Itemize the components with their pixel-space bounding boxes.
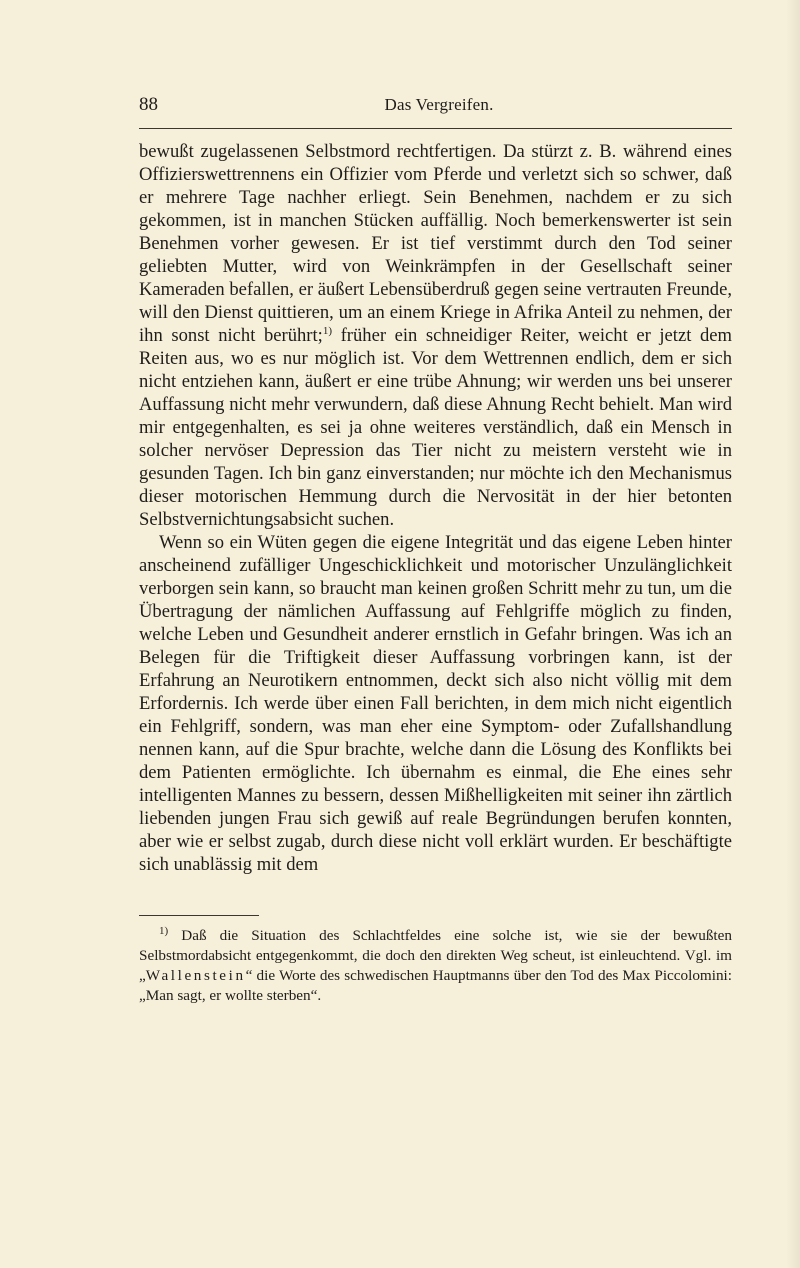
page-header bbox=[139, 94, 739, 124]
paragraph-1-tail: früher ein schneidiger Reiter, weicht er jetzt dem Reiten aus, wo es nur möglich ist. Vor dem Wettrennen endlich, dem er sich nicht entziehen kann, äußert er eine trübe Ahnung; wir werden uns bei unserer Auffassung nicht mehr verwundern, daß diese Ahnung Recht behielt. Man wird mir entgegenhalten, es sei ja ohne weiteres verständlich, daß ein Mensch in solcher nervöser Depression das Tier nicht zu meistern versteht wie in gesunden Tagen. Ich bin ganz einverstanden; nur möchte ich den Mechanismus dieser motorischen Hemmung durch die Nervosität in der hier betonten Selbstvernichtungsabsicht suchen. bbox=[139, 325, 732, 530]
paragraph-2: Wenn so ein Wüten gegen die eigene Integrität und das eigene Leben hinter anscheinend zufälliger Ungeschicklichkeit und motorischer Unzulänglichkeit verborgen sein kann, so braucht man keinen großen Schritt mehr zu tun, um die Übertragung der nämlichen Auffassung auf Fehlgriffe möglich zu finden, welche Leben und Gesundheit anderer ernstlich in Gefahr bringen. Was ich an Belegen für die Triftigkeit dieser Auffassung vorbringen kann, ist der Erfahrung an Neurotikern entnommen, deckt sich also nicht völlig mit dem Erfordernis. Ich werde über einen Fall berichten, in dem mich nicht eigentlich ein Fehlgriff, sondern, was man eher eine Symptom- oder Zufallshandlung nennen kann, auf die Spur brachte, welche dann die Lösung des Konflikts bei dem Patienten ermöglichte. Ich übernahm es einmal, die Ehe eines sehr intelligenten Mannes zu bessern, dessen Mißhelligkeiten mit seiner ihn zärtlich liebenden jungen Frau sich gewiß auf reale Begründungen berufen konnten, aber wie er selbst zugab, durch diese nicht voll erklärt wurden. Er beschäftigte sich unablässig mit dem bbox=[139, 532, 732, 875]
paragraph-1-text: bewußt zugelassenen Selbstmord rechtfertigen. Da stürzt z. B. während eines Offizierswettrennens ein Offizier vom Pferde und verletzt sich so schwer, daß er mehrere Tage nachher erliegt. Sein Benehmen, nachdem er zu sich gekommen, ist in manchen Stücken auffällig. Noch bemerkenswerter ist sein Benehmen vorher gewesen. Er ist tief verstimmt durch den Tod seiner geliebten Mutter, wird von Weinkrämpfen in der Gesellschaft seiner Kameraden befallen, er äußert Lebensüberdruß gegen seine vertrauten Freunde, will den Dienst quittieren, um an einem Kriege in Afrika Anteil zu nehmen, der ihn sonst nicht berührt; bbox=[139, 141, 732, 346]
paragraph-1 bbox=[139, 140, 732, 531]
page-edge-shadow bbox=[786, 0, 800, 1268]
footnote bbox=[139, 926, 732, 1006]
footnote-text-after: “ die Worte des schwedischen Hauptmanns über den Tod des Max Piccolomini: „Man sagt, er wollte sterben“. bbox=[139, 967, 732, 1004]
footnote-rule bbox=[139, 915, 259, 916]
footnote-text-before: Daß die Situation des Schlachtfeldes eine solche ist, wie sie der bewußten Selbstmordabsicht entgegenkommt, die doch den direkten Weg scheut, ist einleuchtend. Vgl. im „ bbox=[139, 927, 732, 984]
body-text bbox=[139, 140, 732, 876]
page-number: 88 bbox=[139, 94, 158, 115]
footnote-marker: 1) bbox=[159, 924, 169, 937]
footnote-spaced-word: Wallenstein bbox=[145, 967, 246, 984]
running-title: Das Vergreifen. bbox=[384, 95, 494, 114]
header-rule bbox=[139, 128, 732, 129]
footnote-reference: 1) bbox=[322, 324, 332, 337]
